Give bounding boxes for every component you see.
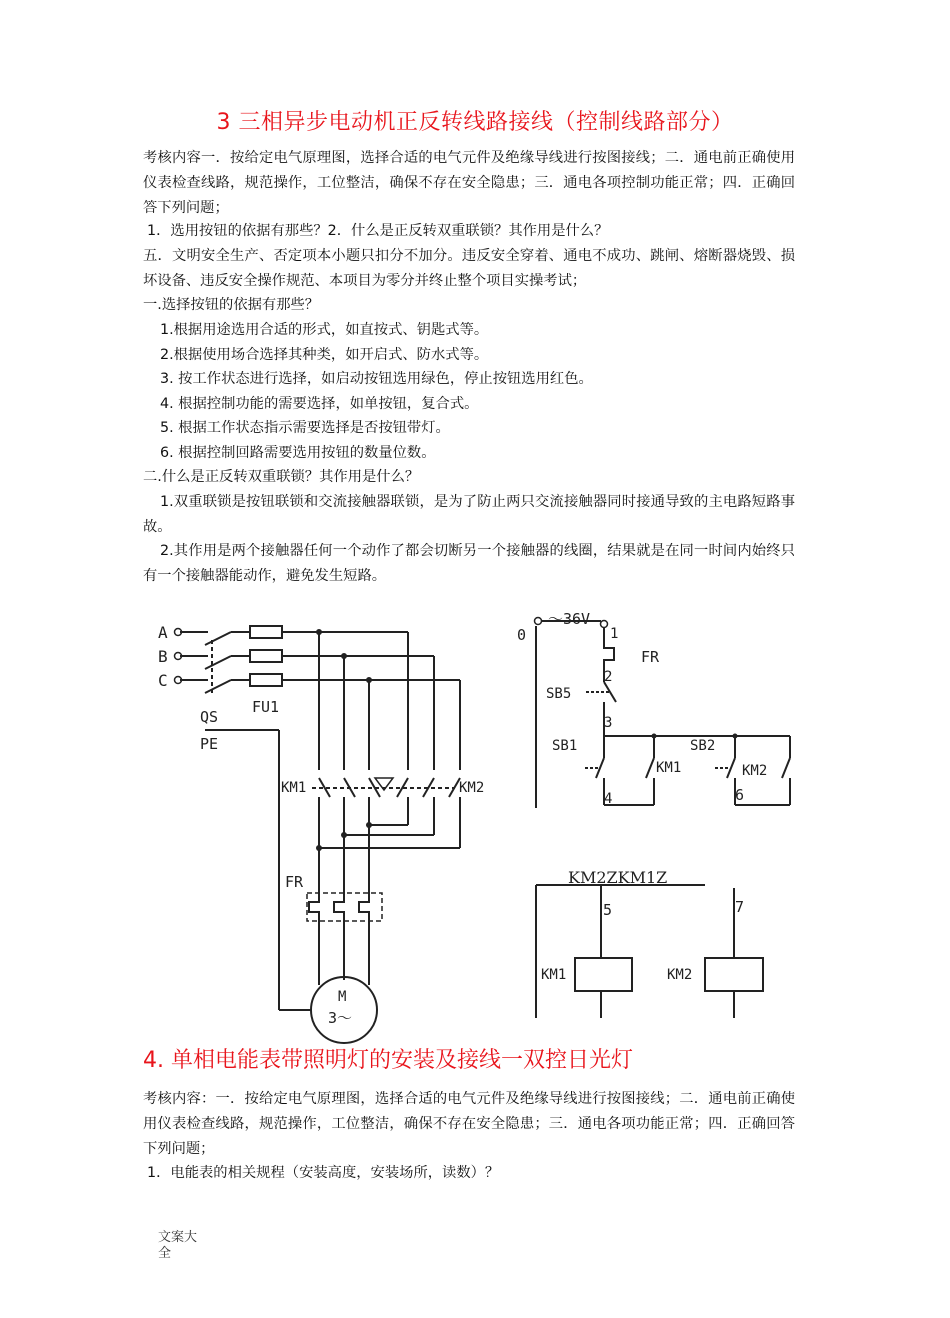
node-3: 3: [604, 715, 613, 731]
q1-item: 2.根据使用场合选择其种类，如开启式、防水式等。: [160, 347, 489, 363]
label-sb5: SB5: [546, 686, 572, 702]
label-km1-contact: KM1: [656, 760, 682, 776]
q1-item: 5. 根据工作状态指示需要选择是否按钮带灯。: [160, 420, 450, 436]
label-fu1: FU1: [252, 698, 280, 716]
node-5: 5: [603, 901, 613, 919]
label-km1-contacts: KM1: [281, 780, 307, 796]
footer-label: 文案大全: [158, 1230, 198, 1261]
q1-item: 1.根据用途选用合适的形式，如直按式、钥匙式等。: [160, 322, 489, 338]
section3-intro: 考核内容一．按给定电气原理图，选择合适的电气元件及绝缘导线进行按图接线；二．通电前正确使用仪表检查线路，规范操作，工位整洁，确保不存在安全隐患；三．通电各项控制功能正常；四．正确回答下列问题；: [143, 150, 795, 216]
label-km2-contacts: KM2: [459, 780, 485, 796]
section3-title: 3 三相异步电动机正反转线路接线（控制线路部分）: [216, 110, 734, 135]
q1-heading: 一.选择按钮的依据有那些？: [143, 297, 320, 313]
label-km2-contact: KM2: [742, 763, 768, 779]
label-km1-coil: KM1: [541, 967, 567, 983]
label-pe: PE: [200, 735, 219, 753]
section3-safety: 五．文明安全生产、否定项本小题只扣分不加分。违反安全穿着、通电不成功、跳闸、熔断器烧毁、损坏设备、违反安全操作规范、本项目为零分并终止整个项目实操考试；: [143, 248, 795, 289]
label-phase-b: B: [158, 647, 168, 666]
section4-question: 1．电能表的相关规程（安装高度，安装场所，读数）？: [147, 1165, 500, 1181]
motor-symbol: M: [338, 989, 347, 1005]
motor-phase-label: 3～: [328, 1009, 353, 1027]
label-coils-header: KM2ZKM1Z: [568, 868, 668, 887]
section4-intro: 考核内容：一．按给定电气原理图，选择合适的电气元件及绝缘导线进行按图接线；二．通电前正确使用仪表检查线路，规范操作，工位整洁，确保不存在安全隐患；三．通电各项功能正常；四．正确回答下列问题；: [143, 1091, 795, 1157]
q2-item: 2.其作用是两个接触器任何一个动作了都会切断另一个接触器的线圈，结果就是在同一时间内始终只有一个接触器能动作，避免发生短路。: [143, 543, 795, 584]
label-voltage: ～36V: [548, 610, 591, 628]
node-1: 1: [610, 626, 619, 642]
section4-title: 4. 单相电能表带照明灯的安装及接线一双控日光灯: [143, 1048, 633, 1073]
node-6: 6: [735, 786, 745, 804]
label-qs: QS: [200, 708, 219, 726]
q2-heading: 二.什么是正反转双重联锁？其作用是什么？: [143, 469, 420, 485]
section3-questions: 1．选用按钮的依据有那些？2．什么是正反转双重联锁？其作用是什么？: [147, 223, 609, 239]
node-2: 2: [604, 669, 613, 685]
label-fr-relay: FR: [285, 873, 304, 891]
label-sb2: SB2: [690, 738, 716, 754]
label-phase-c: C: [158, 671, 168, 690]
label-sb1: SB1: [552, 738, 578, 754]
label-fr-contact: FR: [641, 648, 660, 666]
q1-item: 6. 根据控制回路需要选用按钮的数量位数。: [160, 445, 436, 461]
label-zero: 0: [517, 626, 527, 644]
q1-item: 3. 按工作状态进行选择，如启动按钮选用绿色，停止按钮选用红色。: [160, 371, 593, 387]
q1-item: 4. 根据控制功能的需要选择，如单按钮，复合式。: [160, 396, 479, 412]
label-phase-a: A: [158, 623, 168, 642]
q2-item: 1.双重联锁是按钮联锁和交流接触器联锁，是为了防止两只交流接触器同时接通导致的主电路短路事故。: [143, 494, 795, 535]
label-km2-coil: KM2: [667, 967, 693, 983]
node-7: 7: [735, 898, 745, 916]
node-4: 4: [604, 791, 613, 807]
